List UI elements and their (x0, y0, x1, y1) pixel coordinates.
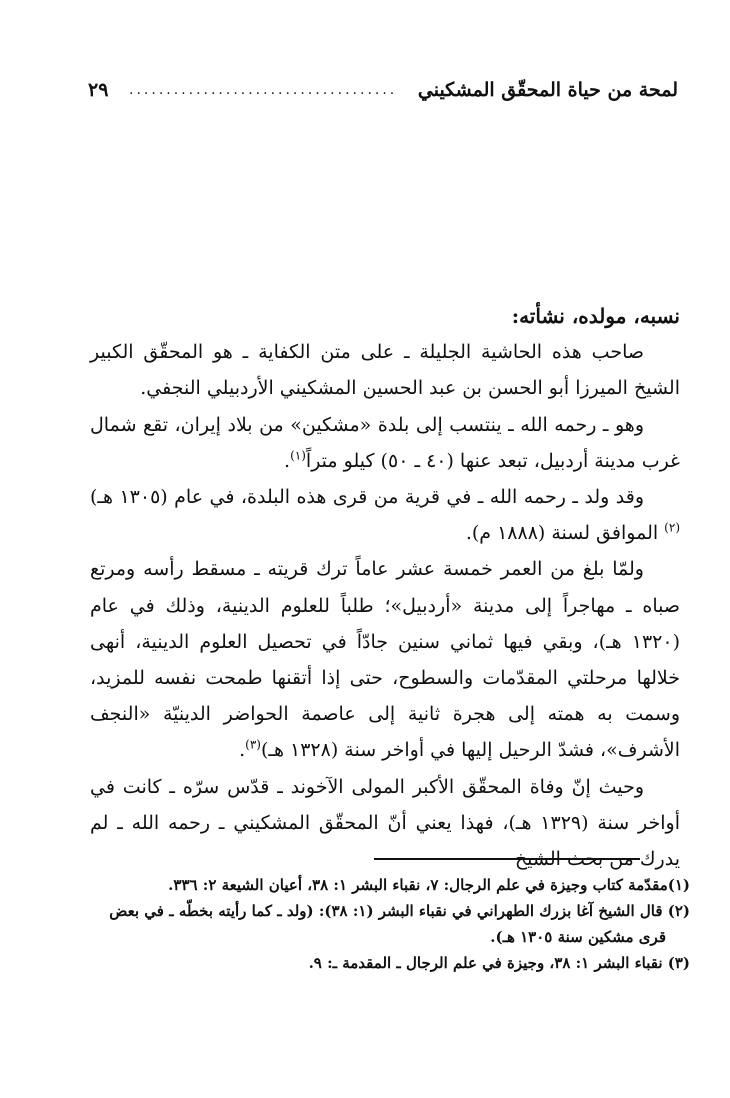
section-heading: نسبه، مولده، نشأته: (511, 304, 680, 328)
paragraph-2 (90, 407, 680, 479)
footnote-separator (374, 858, 640, 860)
footnote-1: (١)مقدّمة كتاب وجيزة في علم الرجال: ٧، نقباء البشر ١: ٣٨، أعيان الشيعة ٢: ٣٣٦. (168, 876, 690, 894)
footnote-2: (٢) قال الشيخ آغا بزرك الطهراني في نقباء البشر (١: ٣٨): (ولد ـ كما رأيته بخطّه ـ في بعض (109, 902, 690, 920)
paragraph-3 (90, 479, 680, 551)
paragraph-1: صاحب هذه الحاشية الجليلة ـ على متن الكفاية ـ هو المحقّق الكبير الشيخ الميرزا أبو الحسن بن عبد الحسين المشكيني الأردبيلي النجفي. (90, 341, 680, 400)
paragraph-3-text-b: الموافق لسنة (١٨٨٨ م). (465, 522, 665, 545)
footnote-ref-1[interactable]: (١) (290, 448, 306, 463)
paragraph-2-text: وهو ـ رحمه الله ـ ينتسب إلى بلدة «مشكين» من بلاد إيران، تقع شمال غرب مدينة أردبيل، تبعد عنها (٤٠ ـ ٥٠) كيلو متراً (90, 413, 680, 472)
footnotes (90, 872, 690, 976)
body-text (90, 298, 680, 877)
footnote-2-continuation: قرى مشكين سنة ١٣٠٥ هـ). (490, 928, 666, 946)
paragraph-2-end: . (284, 449, 291, 472)
page-number: ٢٩ (88, 79, 109, 101)
leader-dots: .................................... (129, 82, 398, 98)
footnote-ref-3[interactable]: (٣) (245, 738, 261, 753)
paragraph-5: وحيث إنّ وفاة المحقّق الأكبر المولى الآخوند ـ قدّس سرّه ـ كانت في أواخر سنة (١٣٢٩ هـ)، فهذا يعني أنّ المحقّق المشكيني ـ رحمه الله ـ لم يدرك من بحث الشيخ (90, 775, 680, 871)
footnote-ref-2[interactable]: (٢) (664, 520, 680, 535)
paragraph-4-end: . (239, 739, 246, 762)
paragraph-3-text-a: وقد ولد ـ رحمه الله ـ في قرية من قرى هذه البلدة، في عام (١٣٠٥ هـ) (90, 486, 644, 509)
footnote-3: (٣) نقباء البشر ١: ٣٨، وجيزة في علم الرجال ـ المقدمة ـ: ٩. (308, 954, 690, 972)
paragraph-4-text: ولمّا بلغ من العمر خمسة عشر عاماً ترك قريته ـ مسقط رأسه ومرتع صباه ـ مهاجراً إلى مدينة «أردبيل»؛ طلباً للعلوم الدينية، وذلك في عام (١٣٢٠ هـ)، وبقي فيها ثماني سنين جادّاً في تحصيل العلوم الدينية، أنهى خلالها مرحلتي المقدّمات والسطوح، حتى إذا أتقنها طمحت نفسه للمزيد، وسمت به همته إلى هجرة ثانية إلى عاصمة الحواضر الدينيّة «النجف الأشرف»، فشدّ الرحيل إليها في أواخر سنة (١٣٢٨ هـ) (90, 558, 680, 762)
running-title: لمحة من حياة المحقّق المشكيني (417, 79, 678, 101)
paragraph-4 (90, 551, 680, 768)
running-header (88, 72, 678, 108)
